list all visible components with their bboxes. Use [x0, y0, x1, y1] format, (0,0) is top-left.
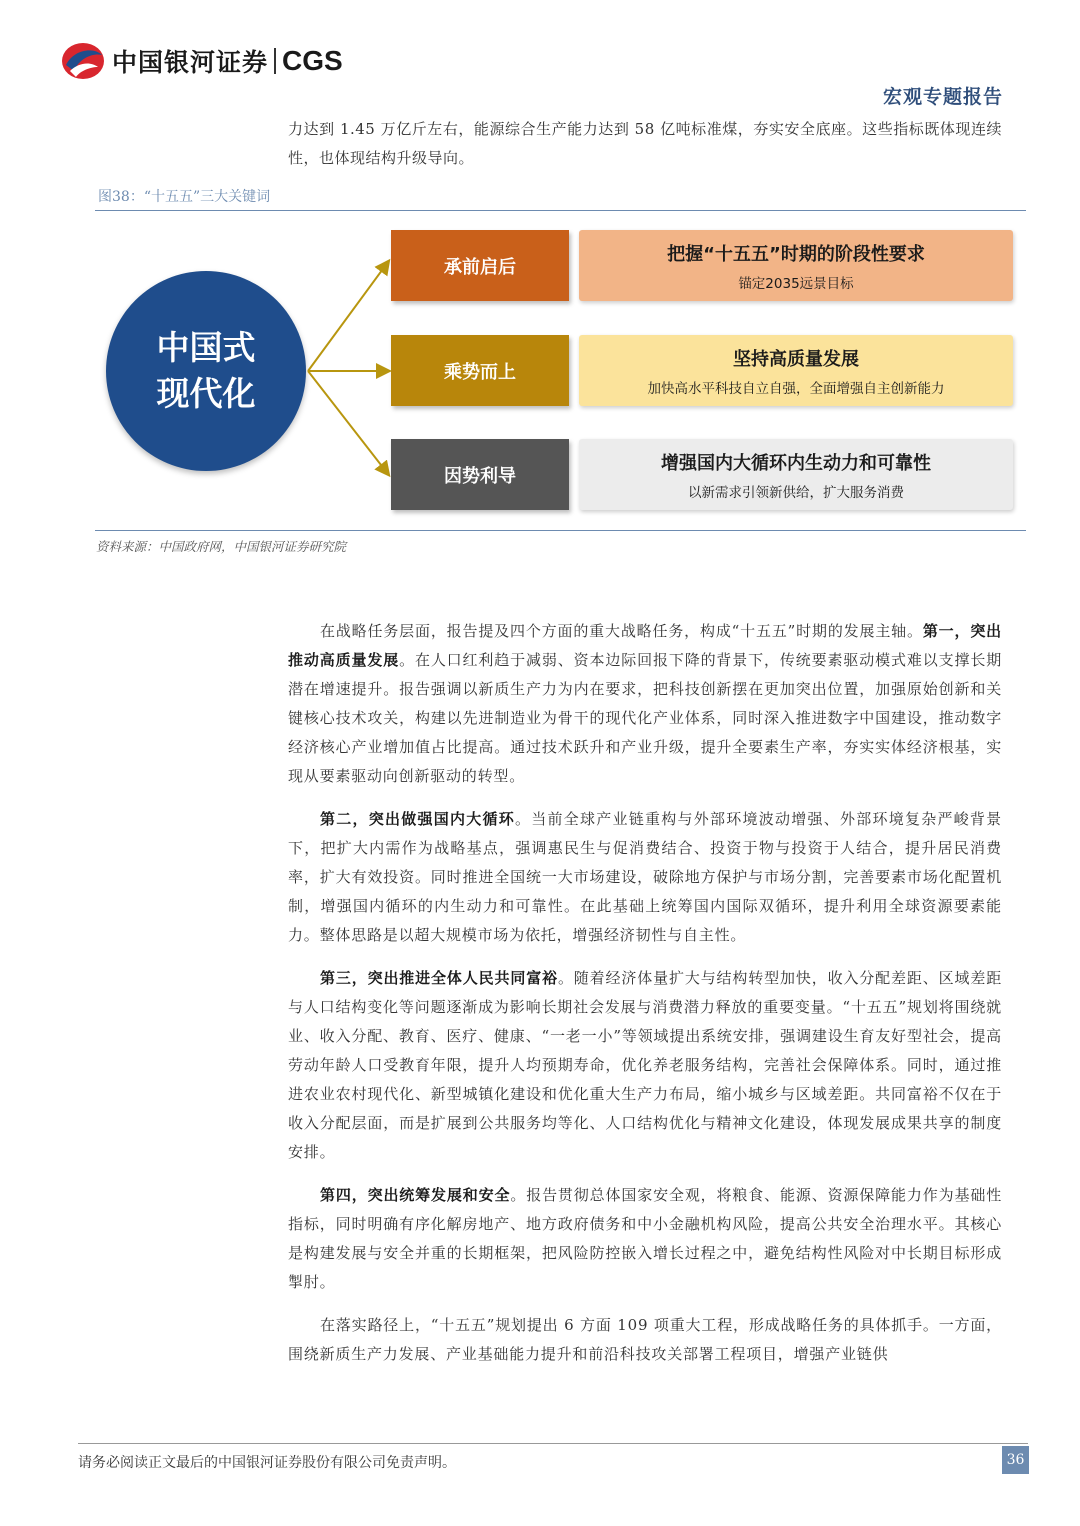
- figure-title: 图38：“十五五”三大关键词: [98, 189, 271, 205]
- detail-box-1: [579, 230, 1013, 301]
- center-label-line1: 中国式: [156, 328, 256, 367]
- arrow-to-item-1: [308, 262, 388, 371]
- p3-text: 。随着经济体量扩大与结构转型加快，收入分配差距、区域差距与人口结构变化等问题逐渐成为影响长期社会发展与消费潜力释放的重要变量。“十五五”规划将围绕就业、收入分配、教育、医疗、健康、“一老一小”等领域提出系统安排，强调建设生育友好型社会，提高劳动年龄人口受教育年限，提升人均预期寿命，优化养老服务结构，完善社会保障体系。同时，通过推进农业农村现代化、新型城镇化建设和优化重大生产力布局，缩小城乡与区域差距。共同富裕不仅在于收入分配层面，而是扩展到公共服务均等化、人口结构优化与精神文化建设，体现发展成果共享的制度安排。: [288, 969, 1002, 1161]
- figure-top-rule: [95, 210, 1026, 211]
- p2-text: 。当前全球产业链重构与外部环境波动增强、外部环境复杂严峻背景下，把扩大内需作为战略基点，强调惠民生与促消费结合、投资于物与投资于人结合，提升居民消费率，扩大有效投资。同时推进全国统一大市场建设，破除地方保护与市场分割，完善要素市场化配置机制，增强国内循环的内生动力和可靠性。在此基础上统筹国内国际双循环，提升利用全球资源要素能力。整体思路是以超大规模市场为依托，增强经济韧性与自主性。: [288, 810, 1002, 944]
- logo-divider: [274, 48, 276, 74]
- report-type: 宏观专题报告: [882, 86, 1003, 108]
- p1-text: 在战略任务层面，报告提及四个方面的重大战略任务，构成“十五五”时期的发展主轴。: [320, 622, 923, 640]
- paragraph-2: [288, 805, 1002, 950]
- center-circle: [106, 271, 306, 471]
- footer-disclaimer: 请务必阅读正文最后的中国银河证券股份有限公司免责声明。: [78, 1455, 456, 1471]
- paragraph-1: [288, 617, 1002, 791]
- p1-bold: 第一，突出推动高质量发展: [288, 622, 1002, 669]
- center-label-line2: 现代化: [156, 374, 256, 413]
- detail-headline-2: 坚持高质量发展: [733, 348, 859, 370]
- logo-swirl-icon: [60, 41, 106, 81]
- detail-sub-1: 锚定2035远景目标: [738, 275, 854, 292]
- intro-paragraph: 力达到 1.45 万亿斤左右，能源综合生产能力达到 58 亿吨标准煤，夯实安全底座。这些指标既体现连续性，也体现结构升级导向。: [288, 120, 1002, 167]
- company-name-cn: 中国银河证券: [112, 48, 269, 77]
- figure-source: 资料来源：中国政府网，中国银河证券研究院: [96, 539, 347, 554]
- arrow-to-item-3: [308, 371, 388, 474]
- keyword-box-2: 乘势而上: [391, 335, 569, 406]
- p3-bold: 第三，突出推进全体人民共同富裕: [320, 969, 558, 987]
- paragraph-3: [288, 964, 1002, 1167]
- keyword-box-3: 因势利导: [391, 439, 569, 510]
- keyword-box-1: 承前启后: [391, 230, 569, 301]
- p5-text: 在落实路径上，“十五五”规划提出 6 方面 109 项重大工程，形成战略任务的具体抓手。一方面，围绕新质生产力发展、产业基础能力提升和前沿科技攻关部署工程项目，增强产业链供: [288, 1316, 1002, 1363]
- page-number: 36: [1002, 1446, 1029, 1474]
- detail-box-3: [579, 439, 1013, 510]
- detail-headline-3: 增强国内大循环内生动力和可靠性: [661, 452, 931, 474]
- figure-bottom-rule: [95, 530, 1026, 531]
- detail-box-2: [579, 335, 1013, 406]
- p4-text: 。报告贯彻总体国家安全观，将粮食、能源、资源保障能力作为基础性指标，同时明确有序化解房地产、地方政府债务和中小金融机构风险，提高公共安全治理水平。其核心是构建发展与安全并重的长期框架，把风险防控嵌入增长过程之中，避免结构性风险对中长期目标形成掣肘。: [288, 1186, 1002, 1291]
- connector-arrows: [300, 240, 400, 490]
- company-name-en: CGS: [282, 45, 343, 76]
- paragraph-4: [288, 1181, 1002, 1297]
- detail-sub-2: 加快高水平科技自立自强，全面增强自主创新能力: [647, 380, 945, 397]
- paragraph-5: [288, 1311, 1002, 1369]
- detail-headline-1: 把握“十五五”时期的阶段性要求: [667, 243, 925, 265]
- p4-bold: 第四，突出统筹发展和安全: [320, 1186, 511, 1204]
- company-logo: [60, 40, 343, 82]
- body-text: [288, 617, 1002, 1383]
- p2-bold: 第二，突出做强国内大循环: [320, 810, 515, 828]
- p1-text2: 。在人口红利趋于减弱、资本边际回报下降的背景下，传统要素驱动模式难以支撑长期潜在增速提升。报告强调以新质生产力为内在要求，把科技创新摆在更加突出位置，加强原始创新和关键核心技术攻关，构建以先进制造业为骨干的现代化产业体系，同时深入推进数字中国建设，推动数字经济核心产业增加值占比提高。通过技术跃升和产业升级，提升全要素生产率，夯实实体经济根基，实现从要素驱动向创新驱动的转型。: [288, 651, 1002, 785]
- footer-rule: [78, 1443, 1028, 1444]
- detail-sub-3: 以新需求引领新供给，扩大服务消费: [688, 484, 904, 501]
